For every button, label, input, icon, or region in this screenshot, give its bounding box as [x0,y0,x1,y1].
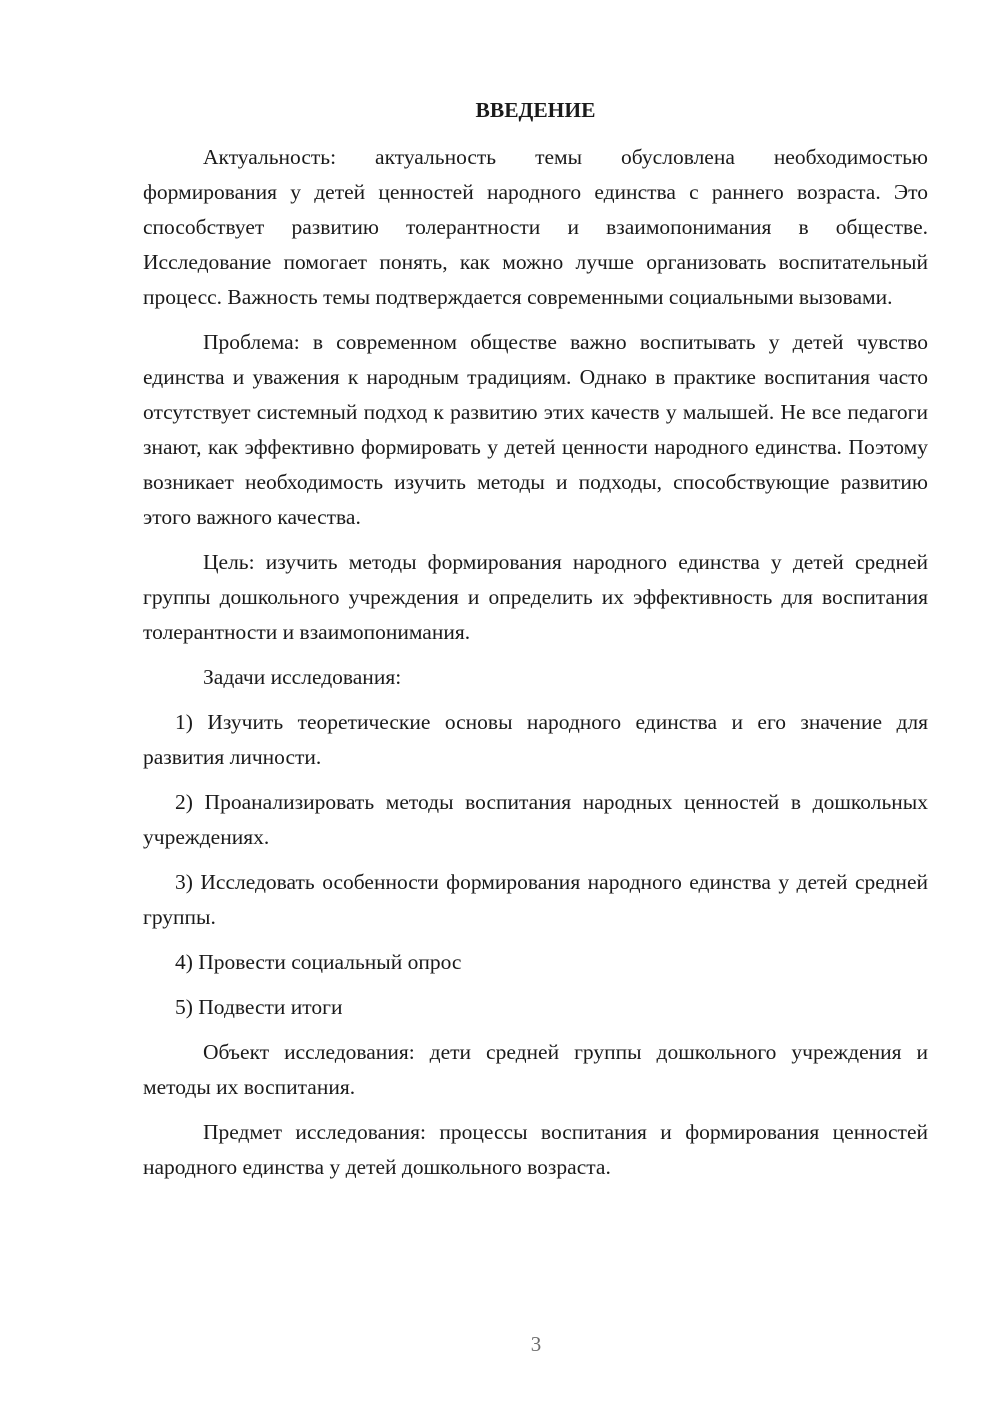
goal-paragraph: Цель: изучить методы формирования народного единства у детей средней группы дошкольного учреждения и определить их эффективность для воспитания толерантности и взаимопонимания. [143,550,928,644]
document-page [143,96,928,1195]
task-item: 5) Подвести итоги [175,995,343,1019]
problem-paragraph: Проблема: в современном обществе важно воспитывать у детей чувство единства и уважения к народным традициям. Однако в практике воспитания часто отсутствует системный подход к развитию этих качеств у малышей. Не все педагоги знают, как эффективно формировать у детей ценности народного единства. Поэтому возникает необходимость изучить методы и подходы, способствующие развитию этого важного качества. [143,330,928,529]
task-item: 4) Провести социальный опрос [175,950,462,974]
task-item: 1) Изучить теоретические основы народного единства и его значение для развития личности. [143,710,928,769]
task-item: 2) Проанализировать методы воспитания народных ценностей в дошкольных учреждениях. [143,790,928,849]
tasks-heading: Задачи исследования: [203,665,402,689]
subject-paragraph: Предмет исследования: процессы воспитания и формирования ценностей народного единства у детей дошкольного возраста. [143,1120,928,1179]
relevance-paragraph: Актуальность: актуальность темы обусловлена необходимостью формирования у детей ценностей народного единства с раннего возраста. Это способствует развитию толерантности и взаимопонимания в обществе. Исследование помогает понять, как можно лучше организовать воспитательный процесс. Важность темы подтверждается современными социальными вызовами. [143,145,928,309]
object-paragraph: Объект исследования: дети средней группы дошкольного учреждения и методы их воспитания. [143,1040,928,1099]
task-item: 3) Исследовать особенности формирования народного единства у детей средней группы. [143,870,928,929]
page-title: ВВЕДЕНИЕ [475,98,596,122]
page-number: 3 [530,1332,542,1356]
